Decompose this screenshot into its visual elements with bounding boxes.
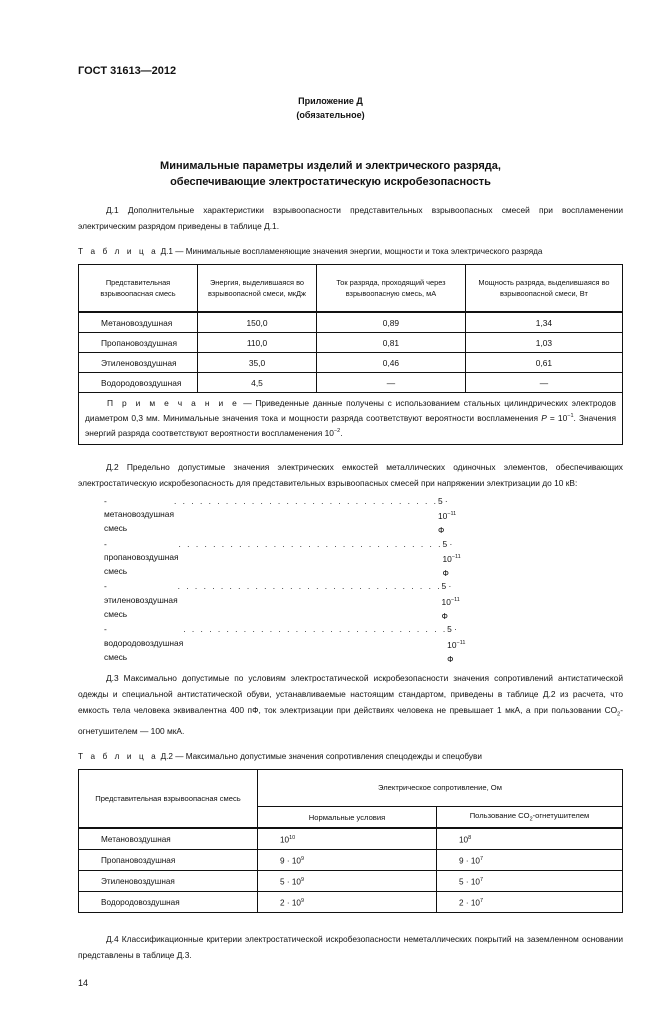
table-row (79, 373, 623, 393)
cell: Этиленовоздушная (79, 353, 198, 373)
header-cell: Энергия, выделившаяся во взрывоопасной смеси, мкДж (198, 265, 317, 313)
cell: $9 \cdot 10^9$ (258, 850, 437, 871)
cell: 150,0 (198, 312, 317, 333)
cell: 1,34 (465, 312, 622, 333)
cell: Водородовоздушная (79, 892, 258, 913)
cell: 0,81 (317, 333, 466, 353)
item-label: - этиленовоздушная смесь (104, 581, 178, 619)
table2-caption (78, 751, 623, 763)
cell: $9 \cdot 10^7$ (437, 850, 623, 871)
note-var: P (541, 412, 547, 423)
item-label: - пропановоздушная смесь (104, 538, 179, 576)
cell: Метановоздушная (79, 312, 198, 333)
appendix-heading (0, 158, 661, 190)
cell: Этиленовоздушная (79, 871, 258, 892)
standard-header: ГОСТ 31613—2012 (78, 65, 177, 77)
cell: $2 \cdot 10^9$ (258, 892, 437, 913)
table-note (79, 393, 623, 445)
list-item: - пропановоздушная смесь . . . . . . . . . . . . . . . . . . . . . . . . . . . . . . . $5 \cdot 10^{-11}$ Ф (104, 538, 434, 581)
cell: — (465, 373, 622, 393)
appendix-status: (обязательное) (296, 110, 365, 120)
cell: 1,03 (465, 333, 622, 353)
cell: 4,5 (198, 373, 317, 393)
table-d2 (78, 769, 623, 914)
cell: $10^8$ (437, 828, 623, 850)
list-item: - водородовоздушная смесь . . . . . . . . . . . . . . . . . . . . . . . . . . . . . . . $5 \cdot 10^{-11}$ Ф (104, 623, 434, 666)
cell: Метановоздушная (79, 828, 258, 850)
note-text: — Приведенные данные получены с использованием стальных цилиндрических электродов диаметром 0,3 мм. Минимальные значения тока и мощности разряда соответствуют вероятности воспламенения (85, 398, 616, 423)
cell: $5 \cdot 10^9$ (258, 871, 437, 892)
cell: Водородовоздушная (79, 373, 198, 393)
cell: $5 \cdot 10^7$ (437, 871, 623, 892)
table-d1 (78, 264, 623, 445)
table-row (79, 892, 623, 913)
table-row (79, 828, 623, 850)
header-cell: Ток разряда, проходящий через взрывоопасную смесь, мА (317, 265, 466, 313)
heading-line: Минимальные параметры изделий и электрического разряда, (160, 160, 501, 172)
table-row (79, 850, 623, 871)
table-row (79, 333, 623, 353)
item-value: $5 \cdot 10^{-11}$ Ф (437, 495, 457, 535)
cell: 0,46 (317, 353, 466, 373)
note-label: П р и м е ч а н и е (107, 398, 240, 408)
heading-line: обеспечивающие электростатическую искробезопасность (170, 176, 491, 188)
cell: $10^{10}$ (258, 828, 437, 850)
caption-label: Т а б л и ц а (78, 751, 159, 761)
cell: — (317, 373, 466, 393)
header-cell: Нормальные условия (258, 806, 437, 828)
cell: Пропановоздушная (79, 333, 198, 353)
caption-text: Д.1 — Минимальные воспламеняющие значения энергии, мощности и тока электрического разряда (160, 247, 543, 256)
item-value: $5 \cdot 10^{-11}$ Ф (442, 538, 461, 578)
table-row (79, 871, 623, 892)
item-value: $5 \cdot 10^{-11}$ Ф (447, 624, 466, 664)
header-cell: Мощность разряда, выделившаяся во взрывоопасной смеси, Вт (465, 265, 622, 313)
cell: Пропановоздушная (79, 850, 258, 871)
header-cell: Пользование $CO_2$-огнетушителем (437, 806, 623, 828)
note-text: . (340, 427, 343, 438)
header-cell: Электрическое сопротивление, Ом (258, 769, 623, 806)
item-label: - метановоздушная смесь (104, 495, 175, 533)
list-item: - этиленовоздушная смесь . . . . . . . . . . . . . . . . . . . . . . . . . . . . . . . $5 \cdot 10^{-11}$ Ф (104, 580, 434, 623)
list-item: - метановоздушная смесь . . . . . . . . . . . . . . . . . . . . . . . . . . . . . . . $5 \cdot 10^{-11}$ Ф (104, 495, 434, 538)
paragraph-d2: Д.2 Предельно допустимые значения электрических емкостей металлических одиночных элементов, обеспечивающих электростатическую искробезопасность для представительных взрывоопасных смесей при напряжении электризации до 10 кВ: (78, 461, 623, 488)
exponent: −2 (333, 427, 341, 434)
appendix-title: Приложение Д (298, 96, 363, 106)
caption-label: Т а б л и ц а (78, 247, 159, 256)
exponent: −1 (567, 413, 574, 419)
header-cell: Представительная взрывоопасная смесь (79, 265, 198, 313)
cell: 35,0 (198, 353, 317, 373)
note-text: . Значения энергий разряда соответствуют вероятности воспламенения 10 (85, 412, 616, 438)
caption-text: Д.2 — Максимально допустимые значения сопротивления спецодежды и спецобуви (160, 751, 482, 761)
cell: $2 \cdot 10^7$ (437, 892, 623, 913)
note-text: = 10 (546, 412, 568, 423)
cell: 110,0 (198, 333, 317, 353)
capacitance-list (104, 495, 466, 667)
cell: 0,61 (465, 353, 622, 373)
table-row (79, 353, 623, 373)
header-cell: Представительная взрывоопасная смесь (79, 769, 258, 828)
paragraph-d4: Д.4 Классификационные критерии электростатической искробезопасности неметаллических покрытий на заземленном основании представлены в таблице Д.3. (78, 934, 623, 961)
paragraph-d1: Д.1 Дополнительные характеристики взрывоопасности представительных взрывоопасных смесей при воспламенении электрическим разрядом приведены в таблице Д.1. (78, 205, 623, 231)
paragraph-d3: Д.3 Максимально допустимые по условиям электростатической искробезопасности значения сопротивлений антистатической одежды и специальной антистатической обуви, устанавливаемые настоящим стандартом, приведены в таблице Д.2 из расчета, что емкость тела человека эквивалентна 400 пФ, ток электризации при действиях человека не превышает 1 мкА, а при пользовании $CO_2$-огнетушителем — 100 мкА. (78, 673, 623, 736)
page-number: 14 (78, 978, 89, 989)
cell: 0,89 (317, 312, 466, 333)
item-value: $5 \cdot 10^{-11}$ Ф (441, 581, 460, 621)
item-label: - водородовоздушная смесь (104, 624, 184, 662)
table1-caption (78, 246, 623, 258)
table-row (79, 312, 623, 333)
